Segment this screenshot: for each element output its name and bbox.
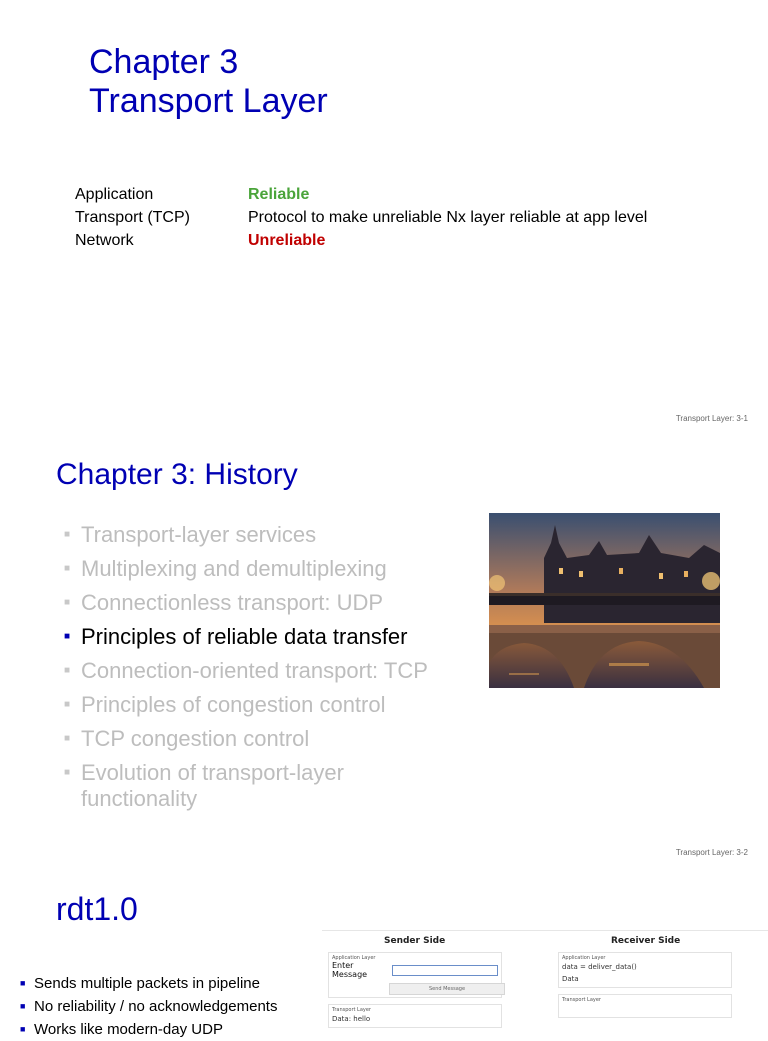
outline-item: ■ Connection-oriented transport: TCP [64,658,428,683]
slide-3-title: rdt1.0 [56,891,138,927]
deliver-data-line: data = deliver_data() [562,963,637,971]
square-bullet-icon: ■ [64,699,71,710]
panel-label: Application Layer [332,955,376,961]
slide-footer: Transport Layer: 3-1 [675,414,748,423]
outline-item-active: ■ Principles of reliable data transfer [64,624,408,649]
data-line: Data [562,975,579,983]
bullet-list [20,972,277,1041]
layer-row-network [75,229,647,252]
slide-2 [0,440,768,860]
slide-1 [0,0,768,440]
bullet-item: ■ Sends multiple packets in pipeline [20,972,277,995]
slide-2-title: Chapter 3: History [56,458,298,491]
panel-label: Application Layer [562,955,606,961]
square-bullet-icon: ■ [64,563,71,574]
outline-item: ■ Principles of congestion control [64,692,386,717]
send-message-button[interactable]: Send Message [389,983,505,995]
square-bullet-icon: ■ [64,529,71,540]
slide-footer: Transport Layer: 3-2 [675,848,748,857]
square-bullet-icon: ■ [64,631,71,642]
layer-desc-reliable: Reliable [248,186,310,203]
outline-item: ■ TCP congestion control [64,726,310,751]
paris-bridge-photo [489,513,720,688]
layer-name: Application [75,186,154,203]
layer-row-transport [75,206,647,229]
sender-transport-panel [328,1004,502,1028]
square-bullet-icon: ■ [20,1001,26,1011]
layer-name: Transport (TCP) [75,209,190,226]
title-line-1: Chapter 3 [89,43,239,81]
outline-item: ■ Multiplexing and demultiplexing [64,556,387,581]
receiver-application-panel [558,952,732,988]
square-bullet-icon: ■ [20,978,26,988]
receiver-header: Receiver Side [611,936,681,946]
sender-application-panel [328,952,502,998]
square-bullet-icon: ■ [64,733,71,744]
sender-column [328,952,502,1034]
layer-desc-unreliable: Unreliable [248,232,326,249]
panel-label: Transport Layer [332,1007,371,1013]
outline-item: ■ Connectionless transport: UDP [64,590,384,615]
receiver-column [558,952,732,1024]
message-row [332,961,498,979]
sender-header: Sender Side [384,936,446,946]
rdt-simulator [322,930,768,1030]
message-input[interactable] [392,965,498,976]
enter-message-label: Enter Message [332,961,368,979]
outline-item: ■ Transport-layer services [64,522,317,547]
layer-desc: Protocol to make unreliable Nx layer reliable at app level [248,209,648,226]
receiver-transport-panel [558,994,732,1018]
transport-data: Data: hello [332,1015,371,1023]
square-bullet-icon: ■ [64,767,71,778]
layer-name: Network [75,232,134,249]
square-bullet-icon: ■ [64,665,71,676]
bullet-item: ■ No reliability / no acknowledgements [20,995,277,1018]
bullet-item: ■ Works like modern-day UDP [20,1018,277,1041]
title-line-2: Transport Layer [89,82,328,121]
layer-table [75,183,647,252]
panel-label: Transport Layer [562,997,601,1003]
slide-1-title [89,44,328,123]
divider [322,930,768,931]
square-bullet-icon: ■ [64,597,71,608]
layer-row-application [75,183,647,206]
slide-3 [0,860,768,1038]
square-bullet-icon: ■ [20,1024,26,1034]
outline-list [64,522,461,820]
outline-item: ■ Evolution of transport-layer functionality [64,760,344,811]
